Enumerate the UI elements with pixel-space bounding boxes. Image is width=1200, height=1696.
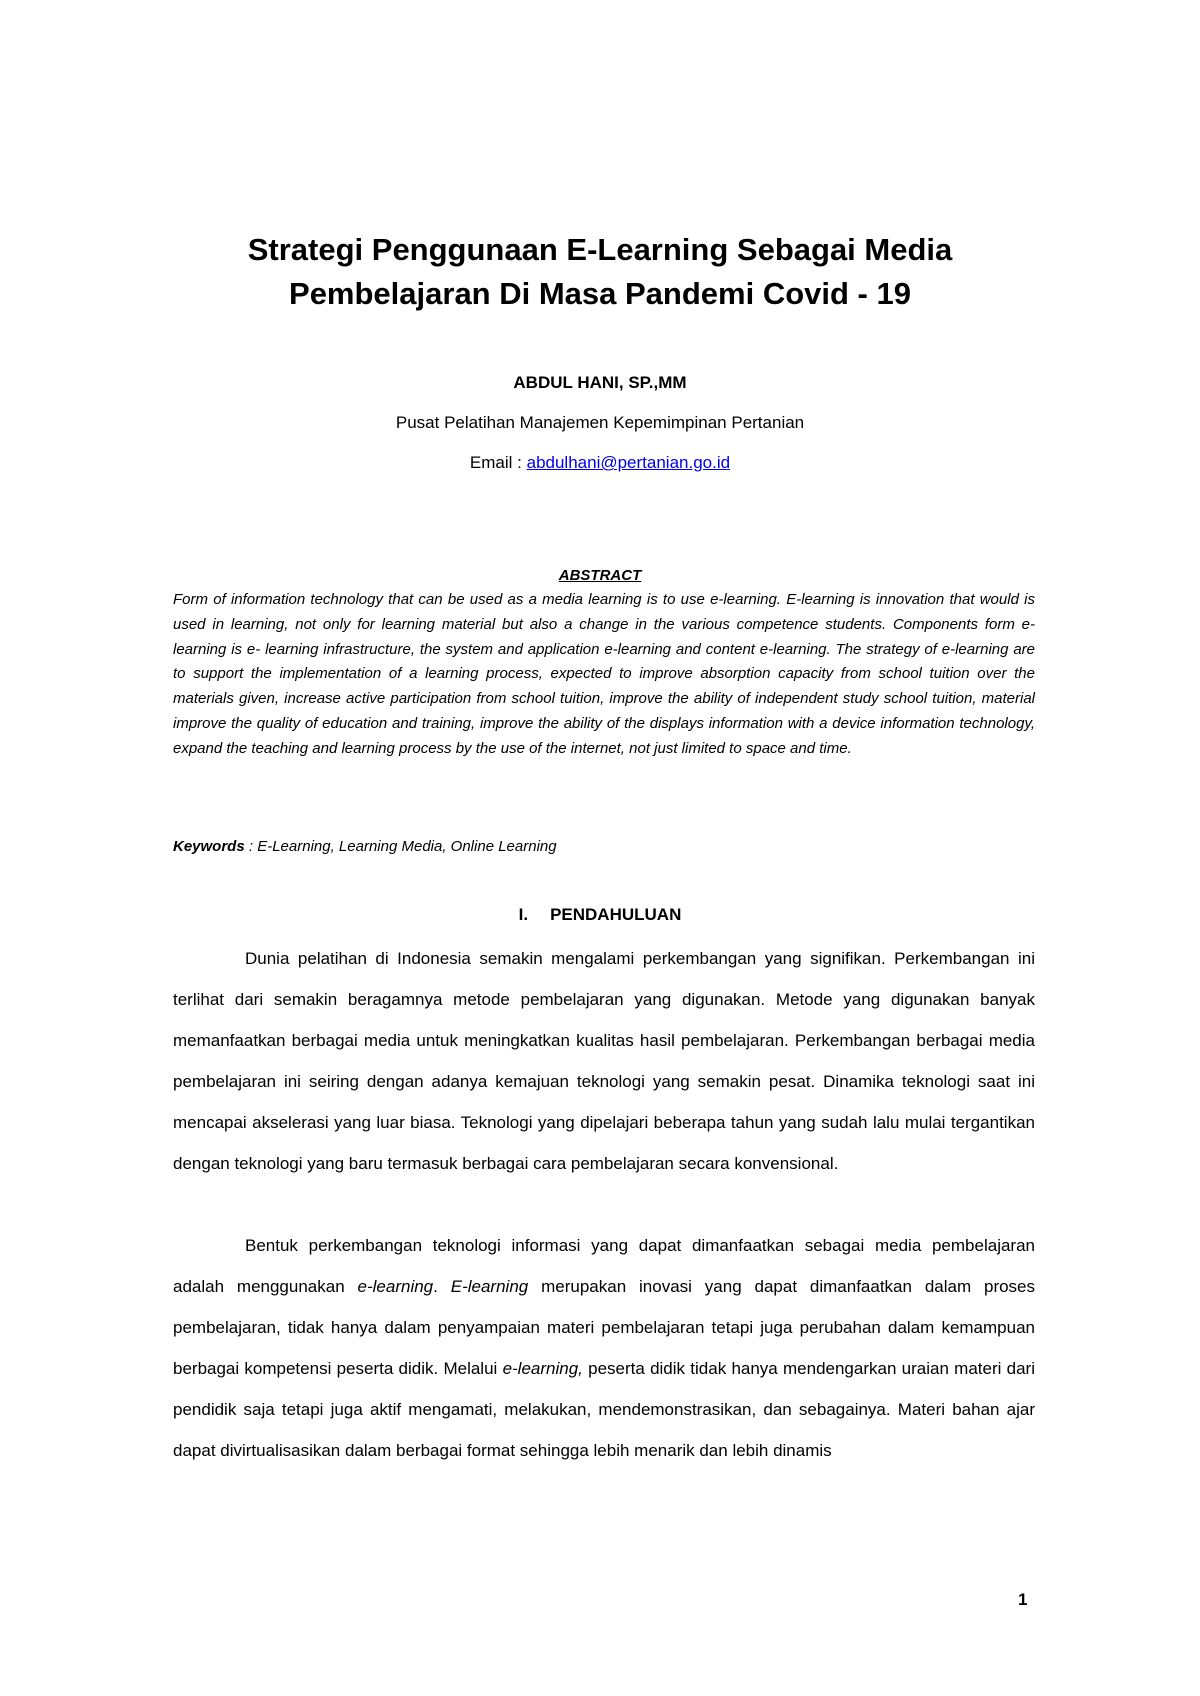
paragraph-2: [173, 1225, 1035, 1471]
title-line-2: Pembelajaran Di Masa Pandemi Covid - 19: [289, 276, 911, 311]
email-link[interactable]: abdulhani@pertanian.go.id: [526, 453, 731, 472]
author-email: [150, 452, 1050, 474]
abstract-heading: ABSTRACT: [558, 567, 642, 584]
paragraph-2-text-2: .: [433, 1277, 451, 1296]
author-name: ABDUL HANI, SP.,MM: [513, 373, 687, 392]
abstract-text: Form of information technology that can be used as a media learning is to use e-learning. E-learning is innovation that would is used in learning, not only for learning material but also a change in the various competence students. Components form e-learning is e- learning infrastructure, the system and application e-learning and content e-learning. The strategy of e-learning are to support the implementation of a learning process, expected to improve absorption capacity from school tuition over the materials given, increase active participation from school tuition, improve the ability of independent study school tuition, material improve the quality of education and training, improve the ability of the displays information with a device information technology, expand the teaching and learning process by the use of the internet, not just limited to space and time.: [173, 591, 1035, 757]
paragraph-2-text-4: peserta didik tidak hanya mendengarkan uraian materi dari pendidik saja tetapi juga aktif mengamati, melakukan, mendemonstrasikan, dan sebagainya. Materi bahan ajar dapat divirtualisasikan dalam berbagai format sehingga lebih menarik dan lebih dinamis: [173, 1359, 1035, 1460]
paragraph-2-text-3: merupakan inovasi yang dapat dimanfaatkan dalam proses pembelajaran, tidak hanya dalam penyampaian materi pembelajaran tetapi juga perubahan dalam kemampuan berbagai kompetensi peserta didik. Melalui: [173, 1277, 1036, 1378]
section-number: I.: [518, 905, 529, 924]
author-affiliation: Pusat Pelatihan Manajemen Kepemimpinan Pertanian: [395, 413, 805, 432]
section-title: PENDAHULUAN: [550, 905, 682, 924]
keywords-text: E-Learning, Learning Media, Online Learning: [257, 838, 557, 855]
keywords-separator: :: [244, 838, 258, 855]
keywords-label: Keywords: [173, 838, 245, 855]
keywords-line: [173, 836, 1035, 858]
paper-title: [150, 228, 1050, 316]
paragraph-2-italic-2: E-learning: [450, 1277, 529, 1296]
page-number: 1: [1018, 1590, 1028, 1609]
section-heading: [150, 904, 1050, 926]
paragraph-2-italic-1: e-learning: [357, 1277, 434, 1296]
title-line-1: Strategi Penggunaan E-Learning Sebagai Media: [247, 232, 953, 267]
paragraph-2-text-1: Bentuk perkembangan teknologi informasi yang dapat dimanfaatkan sebagai media pembelajaran adalah menggunakan: [173, 1236, 1035, 1296]
email-label: Email :: [469, 453, 527, 472]
paragraph-2-italic-3: e-learning,: [502, 1359, 583, 1378]
paragraph-1: Dunia pelatihan di Indonesia semakin mengalami perkembangan yang signifikan. Perkembangan ini terlihat dari semakin beragamnya metode pembelajaran yang digunakan. Metode yang digunakan banyak memanfaatkan berbagai media untuk meningkatkan kualitas hasil pembelajaran. Perkembangan berbagai media pembelajaran ini seiring dengan adanya kemajuan teknologi yang semakin pesat. Dinamika teknologi saat ini mencapai akselerasi yang luar biasa. Teknologi yang dipelajari beberapa tahun yang sudah lalu mulai tergantikan dengan teknologi yang baru termasuk berbagai cara pembelajaran secara konvensional.: [173, 949, 1035, 1173]
